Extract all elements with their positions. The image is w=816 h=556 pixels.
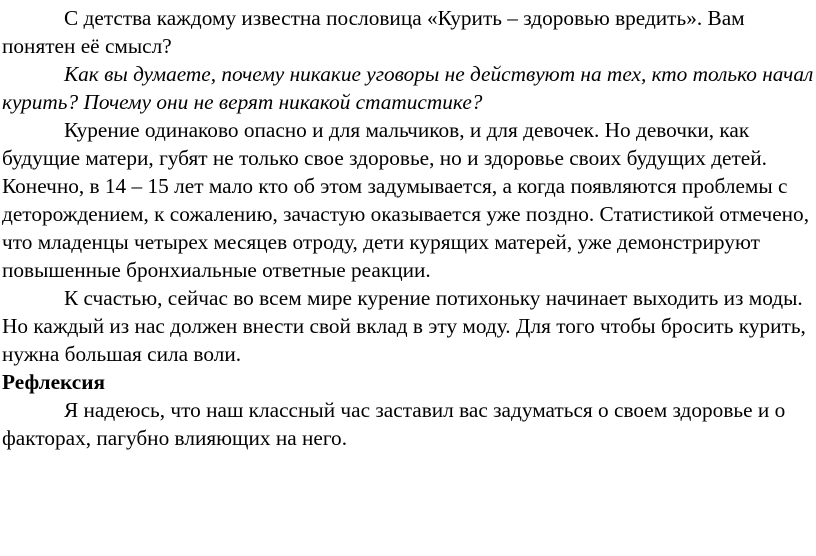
document-page	[2, 4, 814, 452]
paragraph-fashion: К счастью, сейчас во всем мире курение потихоньку начинает выходить из моды. Но каждый из нас должен внести свой вклад в эту моду. Для того чтобы бросить курить, нужна большая сила воли.	[2, 286, 806, 366]
paragraph-proverb: С детства каждому известна пословица «Курить – здоровью вредить». Вам понятен её смысл?	[2, 6, 745, 58]
paragraph-smoking-risks: Курение одинаково опасно и для мальчиков, и для девочек. Но девочки, как будущие матери, губят не только свое здоровье, но и здоровье своих будущих детей. Конечно, в 14 – 15 лет мало кто об этом задумывается, а когда появляются проблемы с деторождением, к сожалению, зачастую оказывается уже поздно. Статистикой отмечено, что младенцы четырех месяцев отроду, дети курящих матерей, уже демонстрируют повышенные бронхиальные ответные реакции.	[2, 118, 810, 282]
paragraph-closing: Я надеюсь, что наш классный час заставил вас задуматься о своем здоровье и о факторах, пагубно влияющих на него.	[2, 398, 786, 450]
paragraph-question: Как вы думаете, почему никакие уговоры не действуют на тех, кто только начал курить? Почему они не верят никакой статистике?	[2, 62, 814, 114]
section-heading: Рефлексия	[2, 370, 106, 394]
